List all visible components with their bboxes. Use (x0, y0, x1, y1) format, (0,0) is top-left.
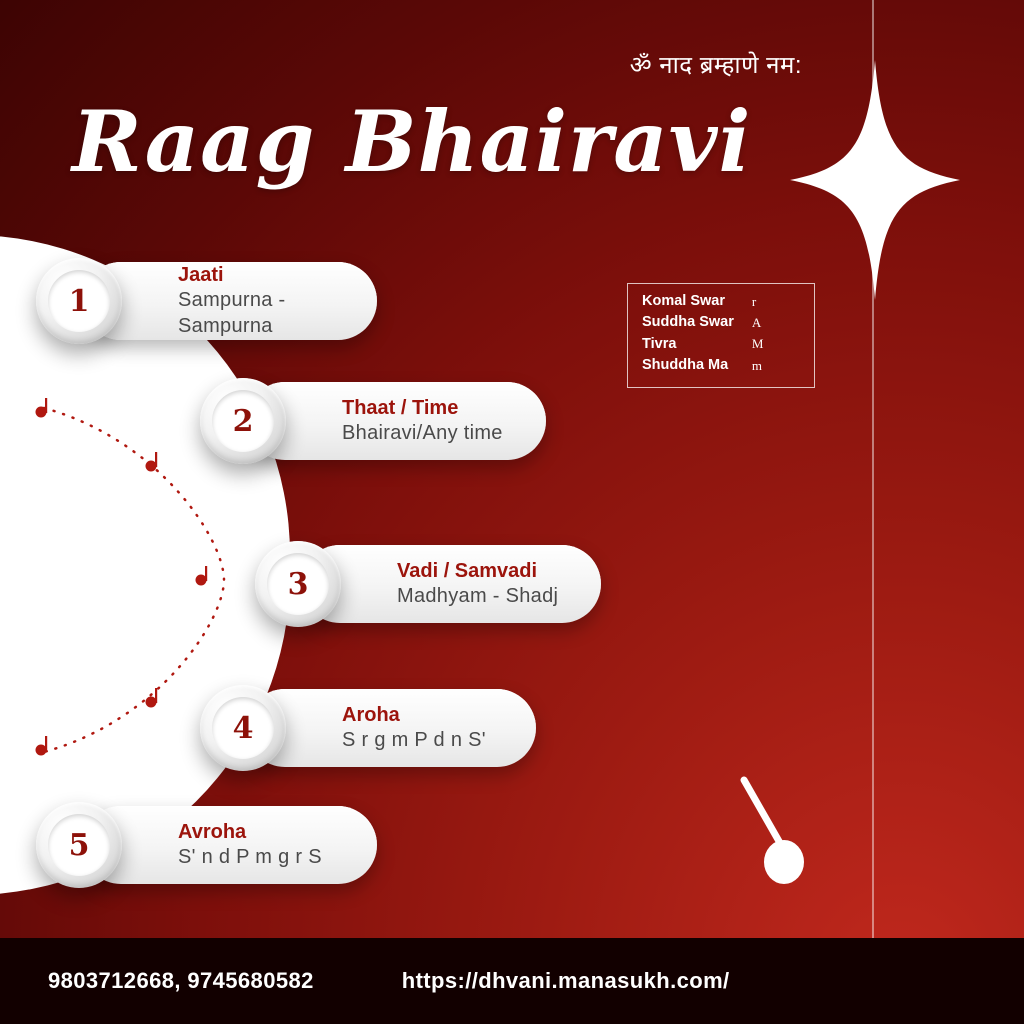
contact-phone: 9803712668, 9745680582 (48, 968, 314, 993)
legend-name: Komal Swar (642, 293, 725, 309)
info-row-label: Aroha (342, 703, 400, 726)
legend-names (642, 292, 734, 381)
info-row[interactable] (255, 541, 605, 627)
tanpura-icon (726, 776, 806, 886)
step-badge (200, 685, 286, 771)
swar-legend (627, 283, 815, 388)
info-pill (246, 382, 546, 460)
info-row-value: Madhyam - Shadj (397, 584, 559, 607)
info-row-value: Sampurna - Sampurna (178, 288, 286, 337)
step-number: 2 (212, 390, 274, 452)
legend-name: Tivra (642, 335, 677, 352)
legend-symbol: r (751, 294, 757, 309)
info-row-label: Avroha (178, 820, 247, 843)
info-row-value: Bhairavi/Any time (342, 421, 503, 444)
info-row-value: S r g m P d n S' (342, 728, 486, 751)
info-pill (82, 262, 377, 340)
legend-symbols (752, 292, 764, 381)
info-pill (82, 806, 377, 884)
sparkle-star-icon (790, 60, 960, 300)
info-row[interactable] (200, 378, 550, 464)
info-row-label: Thaat / Time (342, 396, 459, 419)
info-row[interactable] (36, 258, 381, 344)
legend-symbol: A (751, 315, 762, 331)
step-number: 3 (267, 553, 329, 615)
footer-bar (0, 938, 1024, 1024)
info-pill (246, 689, 536, 767)
info-row-value: S' n d P m g r S (178, 845, 322, 868)
step-badge (36, 802, 122, 888)
step-number: 4 (212, 697, 274, 759)
step-badge (200, 378, 286, 464)
mantra-text: ॐ नाद ब्रम्हाणे नम: (629, 52, 802, 79)
legend-symbol: M (751, 336, 764, 352)
website-url[interactable]: https://dhvani.manasukh.com/ (401, 968, 730, 993)
legend-symbol: m (751, 357, 762, 373)
info-pill (301, 545, 601, 623)
legend-name: Suddha Swar (642, 314, 734, 331)
step-number: 1 (48, 270, 110, 332)
step-badge (255, 541, 341, 627)
info-row[interactable] (200, 685, 540, 771)
info-row[interactable] (36, 802, 381, 888)
page-title: Raag Bhairavi (72, 92, 752, 191)
info-row-label: Jaati (178, 263, 224, 286)
step-number: 5 (48, 814, 110, 876)
legend-name: Shuddha Ma (642, 356, 729, 373)
info-row-label: Vadi / Samvadi (397, 559, 538, 582)
step-badge (36, 258, 122, 344)
